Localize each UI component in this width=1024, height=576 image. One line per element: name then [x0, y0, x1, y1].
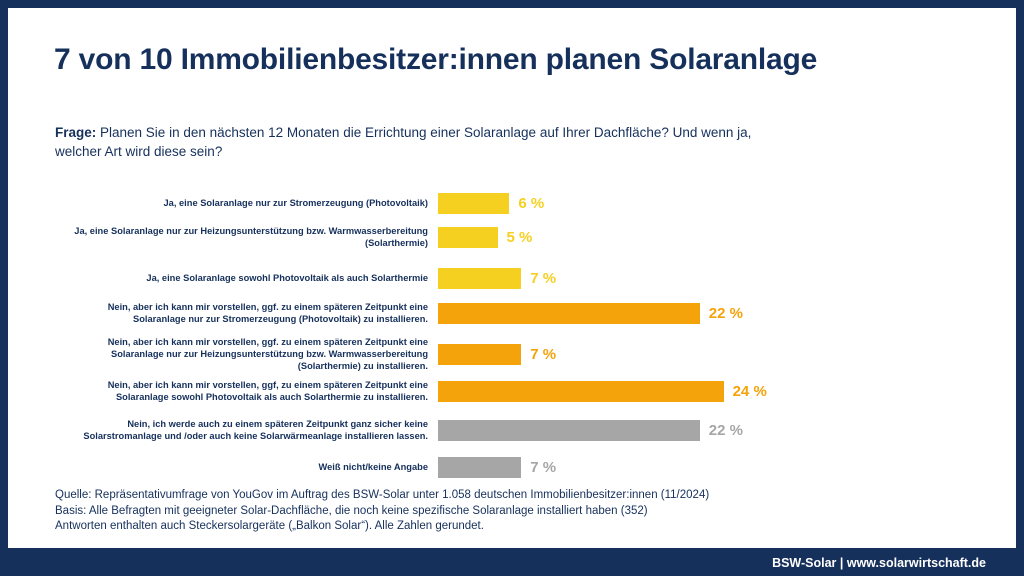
question-text	[55, 123, 775, 161]
footnote	[55, 488, 709, 535]
category-label: Nein, aber ich kann mir vorstellen, ggf, zu einem späteren Zeitpunkt eine Solaranlage sowohl Photovoltaik als auch Solarthermie zu installieren.	[107, 380, 428, 402]
bar-area	[438, 337, 955, 371]
bar-area	[438, 374, 955, 408]
footer-credit: BSW-Solar | www.solarwirtschaft.de	[772, 556, 986, 570]
category-label: Nein, ich werde auch zu einem späteren Zeitpunkt ganz sicher keine Solarstromanlage und /oder auch keine Solarwärmeanlage installieren lassen.	[83, 419, 428, 441]
bar	[438, 457, 521, 478]
bar-chart	[55, 186, 955, 476]
bar-area	[438, 450, 955, 484]
question-prefix: Frage:	[55, 125, 97, 140]
bar	[438, 381, 724, 402]
bar-value-label: 22 %	[708, 304, 743, 322]
footnote-line-3: Antworten enthalten auch Steckersolargeräte („Balkon Solar“). Alle Zahlen gerundet.	[55, 520, 484, 532]
chart-row	[55, 413, 955, 447]
bar	[438, 227, 498, 248]
question-body: Planen Sie in den nächsten 12 Monaten die Errichtung einer Solaranlage auf Ihrer Dachfläche? Und wenn ja, welcher Art wird diese sein?	[55, 125, 752, 159]
chart-row	[55, 337, 955, 371]
slide-canvas	[8, 8, 1016, 548]
bar	[438, 268, 521, 289]
bar-area	[438, 261, 955, 295]
bar	[438, 420, 700, 441]
category-label: Nein, aber ich kann mir vorstellen, ggf. zu einem späteren Zeitpunkt eine Solaranlage nur zur Stromerzeugung (Photovoltaik) zu installieren.	[107, 302, 428, 324]
bar-value-label: 7 %	[530, 269, 557, 287]
bar	[438, 193, 509, 214]
page-title: 7 von 10 Immobilienbesitzer:innen planen Solaranlage	[54, 43, 818, 76]
chart-row	[55, 450, 955, 484]
category-label: Weiß nicht/keine Angabe	[318, 462, 428, 472]
chart-row	[55, 186, 955, 220]
chart-row	[55, 220, 955, 254]
category-label: Ja, eine Solaranlage nur zur Stromerzeugung (Photovoltaik)	[163, 198, 428, 208]
category-label: Nein, aber ich kann mir vorstellen, ggf. zu einem späteren Zeitpunkt eine Solaranlage nur zur Heizungsunterstützung bzw. Warmwasserbereitung (Solarthermie) zu installieren.	[107, 337, 428, 371]
chart-row	[55, 261, 955, 295]
bar-value-label: 24 %	[732, 382, 767, 400]
chart-row	[55, 374, 955, 408]
bar	[438, 303, 700, 324]
category-label: Ja, eine Solaranlage nur zur Heizungsunterstützung bzw. Warmwasserbereitung (Solarthermie)	[74, 226, 428, 248]
bar-value-label: 7 %	[530, 458, 557, 476]
bar-area	[438, 220, 955, 254]
bar-value-label: 5 %	[506, 228, 533, 246]
bar-value-label: 7 %	[530, 345, 557, 363]
footnote-line-1: Quelle: Repräsentativumfrage von YouGov im Auftrag des BSW-Solar unter 1.058 deutschen Immobilienbesitzer:innen (11/2024)	[55, 489, 710, 501]
bar-area	[438, 413, 955, 447]
bar	[438, 344, 521, 365]
bar-area	[438, 296, 955, 330]
chart-row	[55, 296, 955, 330]
footnote-line-2: Basis: Alle Befragten mit geeigneter Solar-Dachfläche, die noch keine spezifische Solaranlage installiert haben (352)	[55, 504, 648, 517]
bar-value-label: 22 %	[708, 421, 743, 439]
category-label: Ja, eine Solaranlage sowohl Photovoltaik als auch Solarthermie	[146, 273, 428, 283]
bar-area	[438, 186, 955, 220]
bar-value-label: 6 %	[518, 194, 545, 212]
